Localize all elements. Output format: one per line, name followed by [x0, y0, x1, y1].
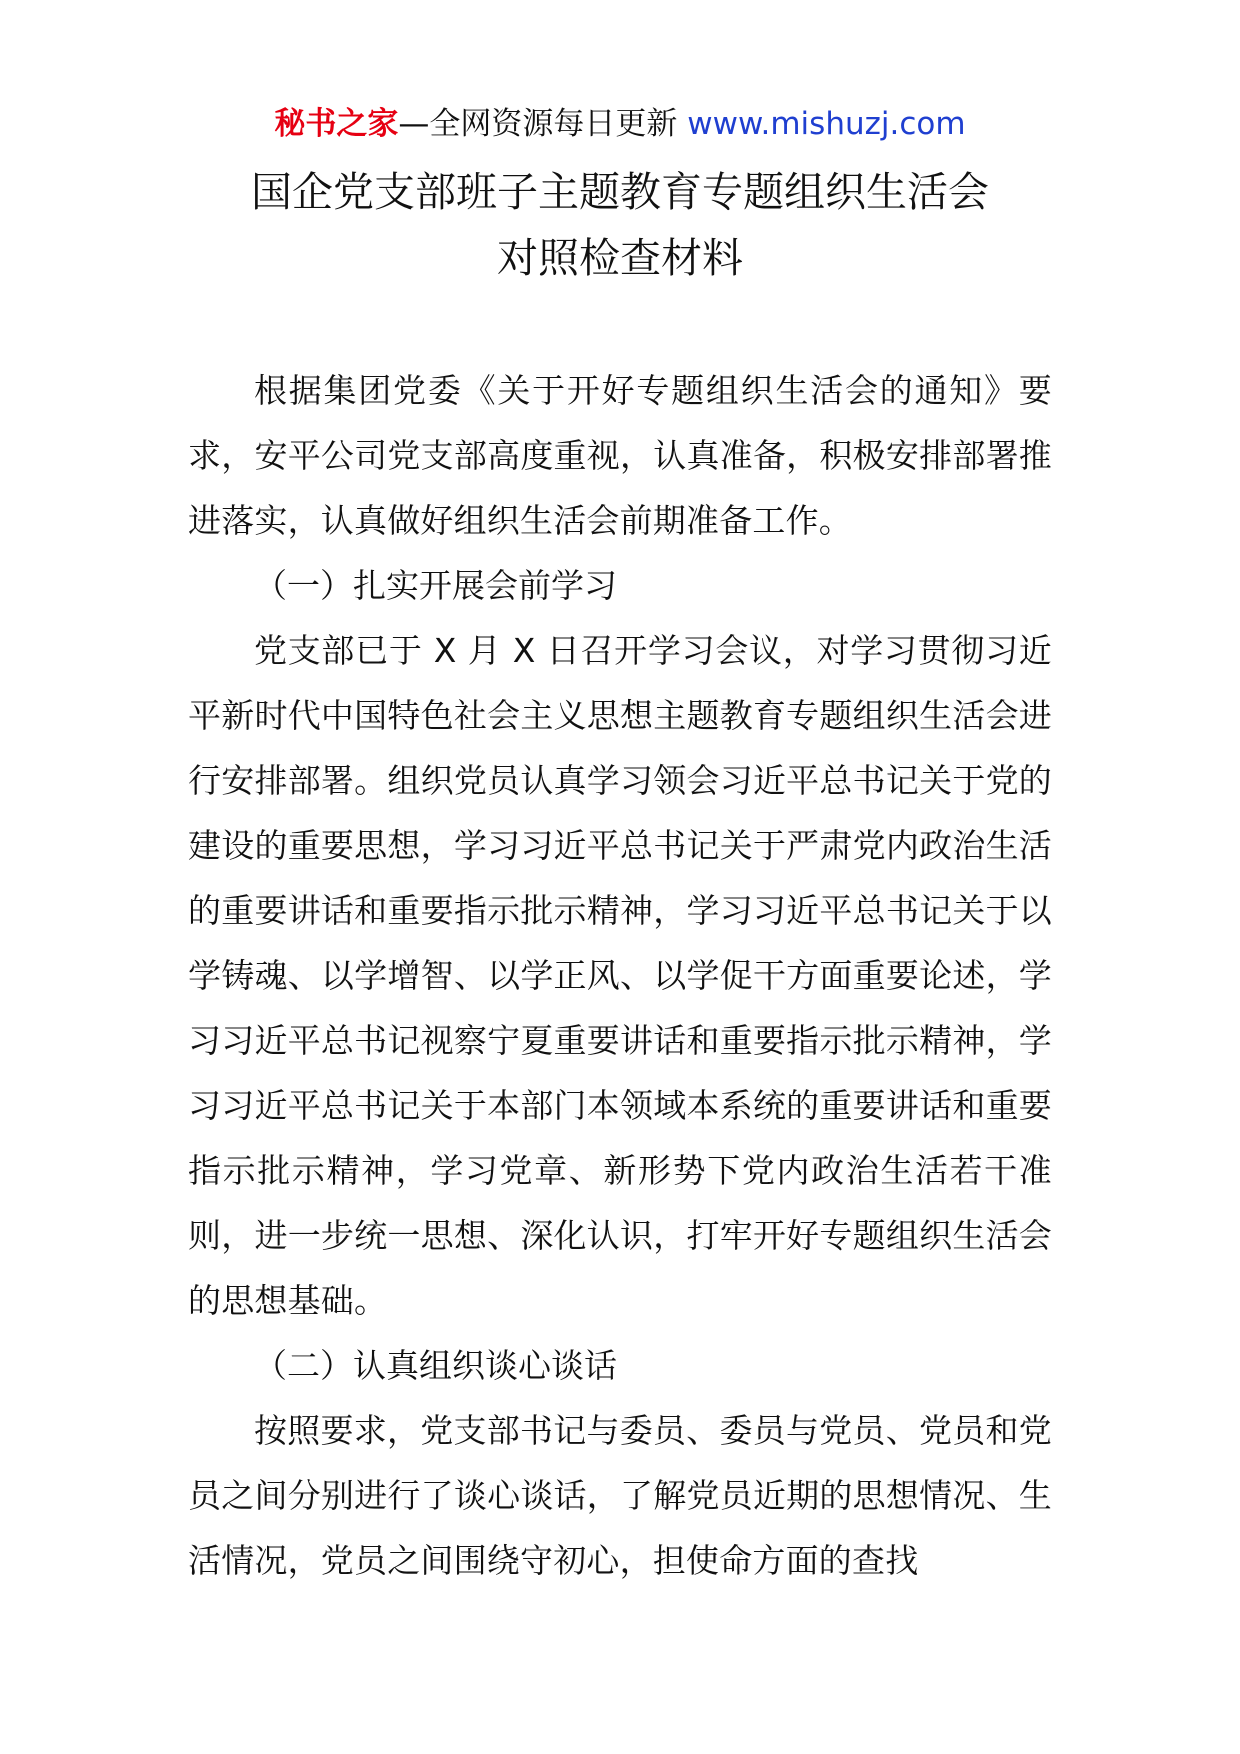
section-1-paragraph: 党支部已于 X 月 X 日召开学习会议，对学习贯彻习近平新时代中国特色社会主义思想主题教育专题组织生活会进行安排部署。组织党员认真学习领会习近平总书记关于党的建设的重要思想，学习习近平总书记关于严肃党内政治生活的重要讲话和重要指示批示精神，学习习近平总书记关于以学铸魂、以学增智、以学正风、以学促干方面重要论述，学习习近平总书记视察宁夏重要讲话和重要指示批示精神，学习习近平总书记关于本部门本领域本系统的重要讲话和重要指示批示精神，学习党章、新形势下党内政治生活若干准则，进一步统一思想、深化认识，打牢开好专题组织生活会的思想基础。 [188, 631, 1052, 1320]
section-2-paragraph: 按照要求，党支部书记与委员、委员与党员、党员和党员之间分别进行了谈心谈话，了解党员近期的思想情况、生活情况，党员之间围绕守初心，担使命方面的查找 [188, 1411, 1052, 1580]
section-1-heading: （一）扎实开展会前学习 [254, 566, 617, 605]
intro-paragraph: 根据集团党委《关于开好专题组织生活会的通知》要求，安平公司党支部高度重视，认真准备，积极安排部署推进落实，认真做好组织生活会前期准备工作。 [188, 371, 1052, 540]
section-2-heading: （二）认真组织谈心谈话 [254, 1346, 617, 1385]
site-banner [0, 102, 1240, 146]
document-title-line-1: 国企党支部班子主题教育专题组织生活会 [251, 168, 989, 216]
site-brand: 秘书之家 [274, 106, 399, 142]
site-url: www.mishuzj.com [687, 106, 966, 142]
site-slogan: —全网资源每日更新 [398, 106, 688, 142]
document-title-line-2: 对照检查材料 [497, 234, 743, 282]
document-body [188, 358, 1052, 1593]
